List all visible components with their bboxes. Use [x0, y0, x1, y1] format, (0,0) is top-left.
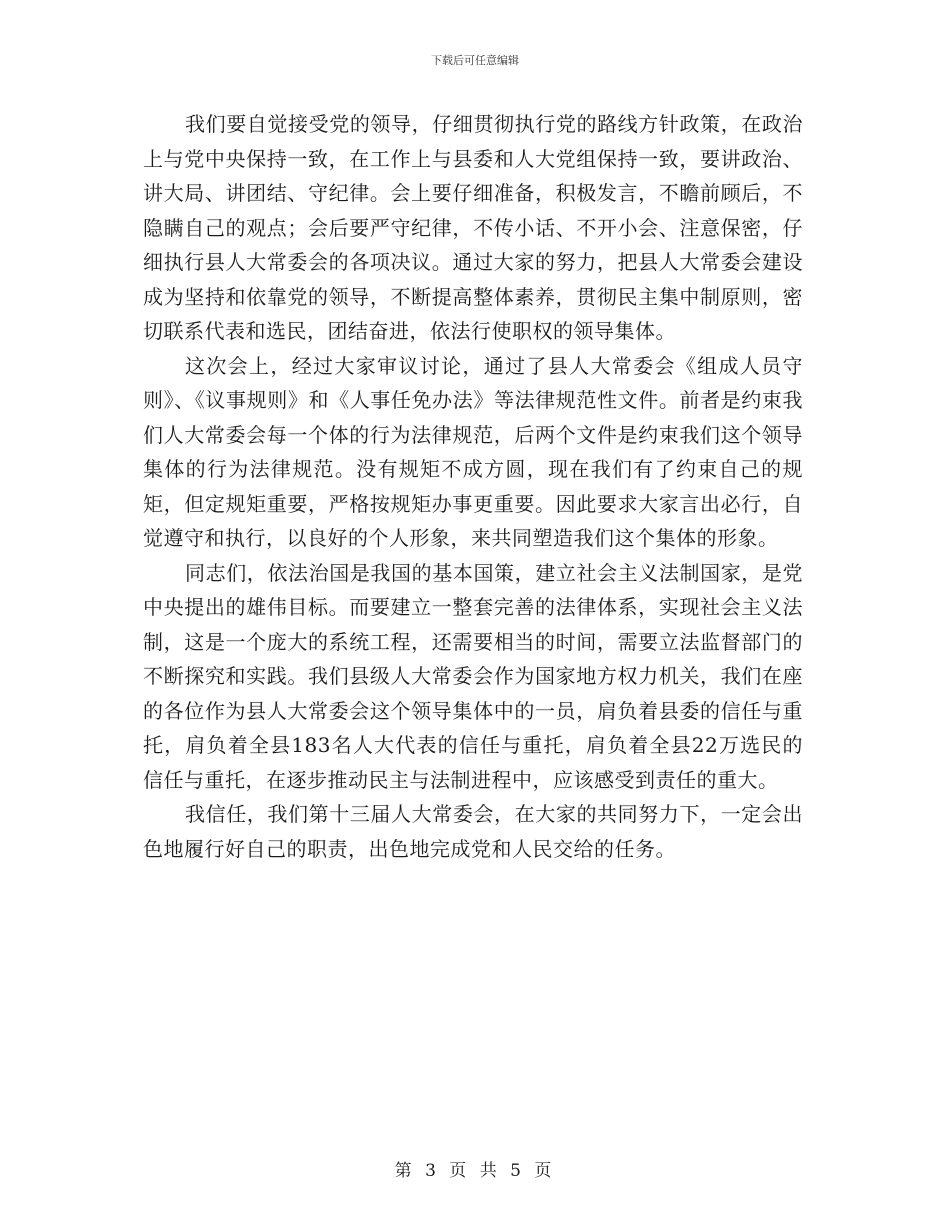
page-header: 下载后可任意编辑	[431, 54, 519, 67]
paragraph: 同志们，依法治国是我国的基本国策，建立社会主义法制国家，是党中央提出的雄伟目标。而要建立一整套完善的法律体系，实现社会主义法制，这是一个庞大的系统工程，还需要相当的时间，需要立法监督部门的不断探究和实践。我们县级人大常委会作为国家地方权力机关，我们在座的各位作为县人大常委会这个领导集体中的一员，肩负着县委的信任与重托，肩负着全县183名人大代表的信任与重托，肩负着全县22万选民的信任与重托，在逐步推动民主与法制进程中，应该感受到责任的重大。	[143, 560, 803, 792]
paragraph: 这次会上，经过大家审议讨论，通过了县人大常委会《组成人员守则》、《议事规则》和《人事任免办法》等法律规范性文件。前者是约束我们人大常委会每一个体的行为法律规范，后两个文件是约束我们这个领导集体的行为法律规范。没有规矩不成方圆，现在我们有了约束自己的规矩，但定规矩重要，严格按规矩办事更重要。因此要求大家言出必行，自觉遵守和执行，以良好的个人形象，来共同塑造我们这个集体的形象。	[143, 353, 803, 550]
document-body	[143, 107, 803, 866]
paragraph: 我信任，我们第十三届人大常委会，在大家的共同努力下，一定会出色地履行好自己的职责，出色地完成党和人民交给的任务。	[143, 802, 803, 861]
paragraph: 我们要自觉接受党的领导，仔细贯彻执行党的路线方针政策，在政治上与党中央保持一致，在工作上与县委和人大党组保持一致，要讲政治、讲大局、讲团结、守纪律。会上要仔细准备，积极发言，不瞻前顾后，不隐瞒自己的观点；会后要严守纪律，不传小话、不开小会、注意保密，仔细执行县人大常委会的各项决议。通过大家的努力，把县人大常委会建设成为坚持和依靠党的领导，不断提高整体素养，贯彻民主集中制原则，密切联系代表和选民，团结奋进，依法行使职权的领导集体。	[143, 112, 803, 343]
page-footer: 第 3 页 共 5 页	[394, 1161, 556, 1181]
